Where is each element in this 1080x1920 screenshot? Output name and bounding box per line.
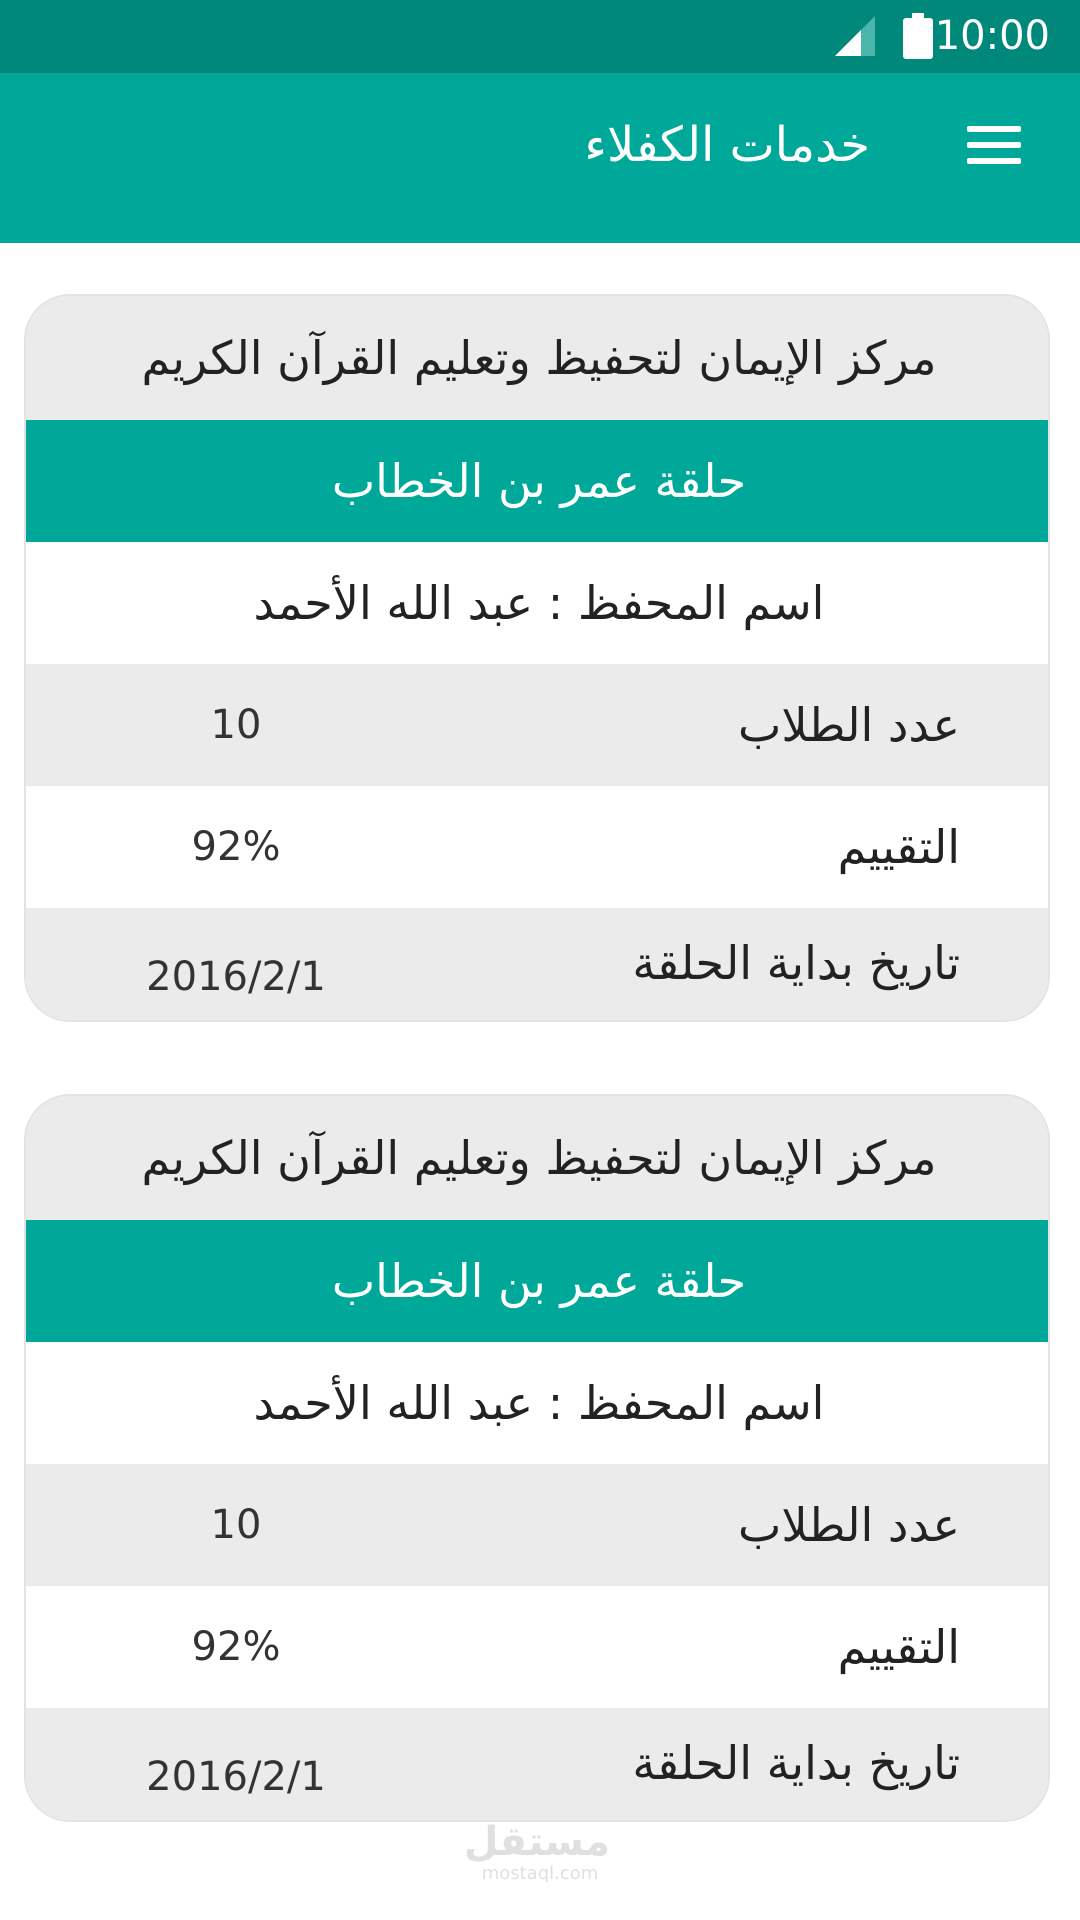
- start-date-label: تاريخ بداية الحلقة: [632, 1736, 960, 1790]
- start-date-row: [26, 1708, 1050, 1822]
- start-date-value: 2016/2/1: [146, 954, 326, 1000]
- battery-icon: [903, 13, 933, 59]
- circle-card[interactable]: [24, 294, 1050, 1022]
- rating-label: التقييم: [837, 820, 960, 874]
- page-title: خدمات الكفلاء: [584, 117, 870, 173]
- teacher-name: اسم المحفظ : عبد الله الأحمد: [26, 542, 1050, 664]
- students-count-row: [26, 1464, 1050, 1586]
- center-name: مركز الإيمان لتحفيظ وتعليم القرآن الكريم: [26, 1096, 1050, 1220]
- circle-name: حلقة عمر بن الخطاب: [26, 420, 1050, 542]
- menu-line: [967, 142, 1021, 148]
- rating-row: [26, 786, 1050, 908]
- rating-label: التقييم: [837, 1620, 960, 1674]
- start-date-row: [26, 908, 1050, 1022]
- students-count-value: 10: [210, 702, 262, 748]
- circle-card[interactable]: [24, 1094, 1050, 1822]
- cell-signal-icon: [835, 16, 875, 56]
- students-count-label: عدد الطلاب: [738, 1498, 960, 1552]
- menu-line: [967, 158, 1021, 164]
- watermark-url: mostaql.com: [481, 1863, 599, 1884]
- watermark: [463, 1819, 610, 1890]
- app-bar: [0, 73, 1080, 243]
- center-name: مركز الإيمان لتحفيظ وتعليم القرآن الكريم: [26, 296, 1050, 420]
- status-bar: [0, 0, 1080, 73]
- teacher-name: اسم المحفظ : عبد الله الأحمد: [26, 1342, 1050, 1464]
- start-date-value: 2016/2/1: [146, 1754, 326, 1800]
- students-count-row: [26, 664, 1050, 786]
- rating-value: 92%: [191, 1624, 281, 1670]
- students-count-value: 10: [210, 1502, 262, 1548]
- rating-row: [26, 1586, 1050, 1708]
- circle-name: حلقة عمر بن الخطاب: [26, 1220, 1050, 1342]
- start-date-label: تاريخ بداية الحلقة: [632, 936, 960, 990]
- status-time: 10:00: [934, 13, 1050, 59]
- students-count-label: عدد الطلاب: [738, 698, 960, 752]
- watermark-logo: مستقل: [463, 1819, 610, 1865]
- hamburger-menu-icon[interactable]: [958, 113, 1030, 177]
- menu-line: [967, 126, 1021, 132]
- rating-value: 92%: [191, 824, 281, 870]
